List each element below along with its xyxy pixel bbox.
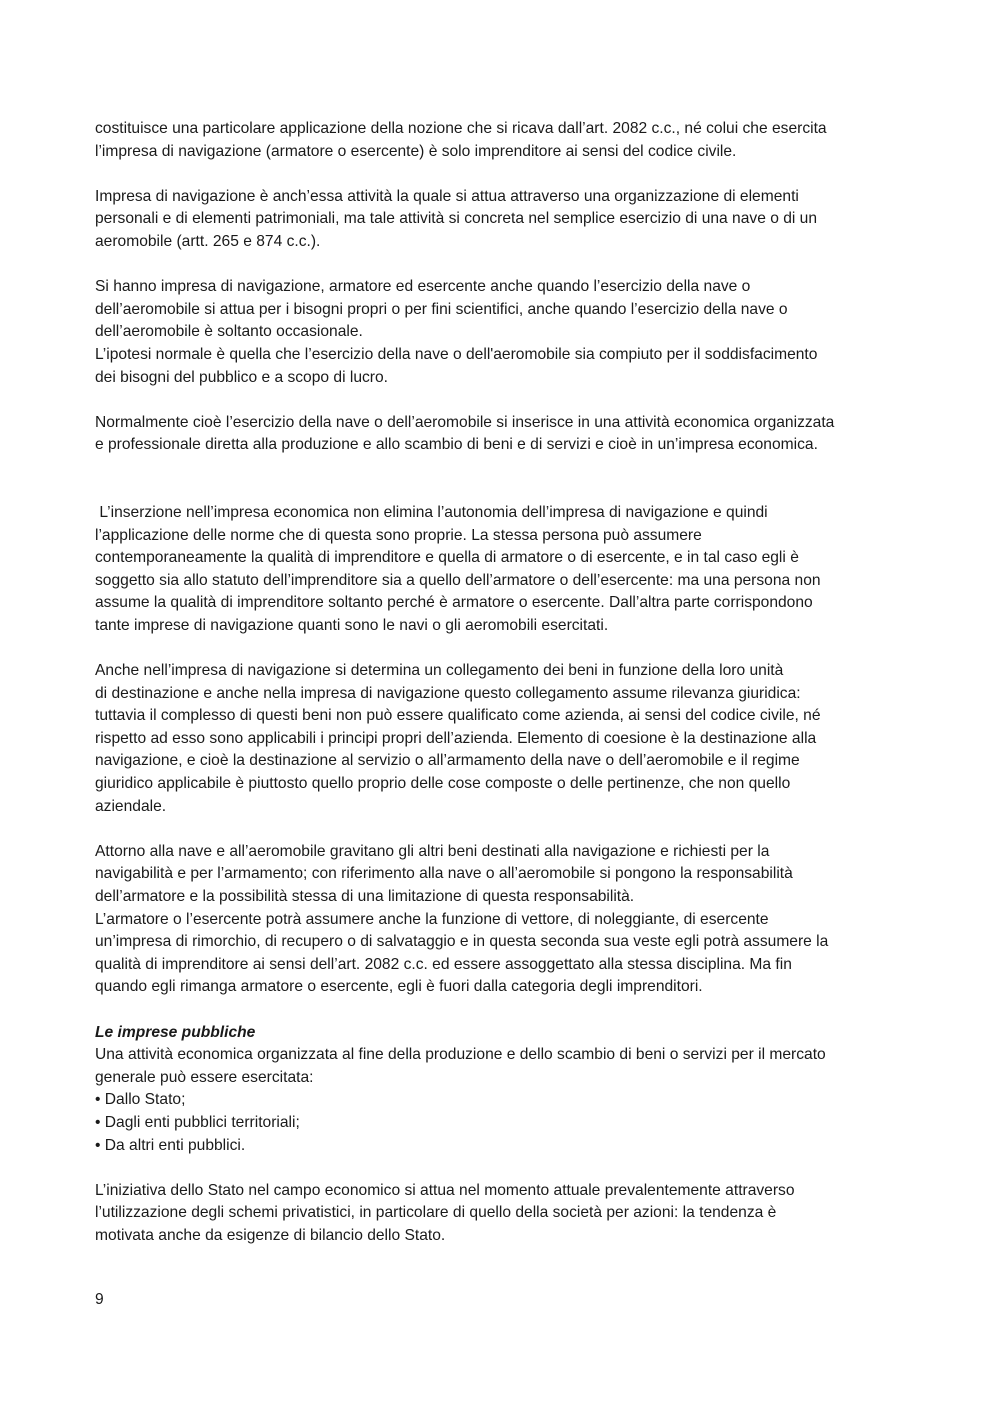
text-line: L’ipotesi normale è quella che l’esercizio della nave o dell'aeromobile sia compiuto per il soddisfacimento [95, 345, 818, 363]
text-line: assume la qualità di imprenditore soltanto perché è armatore o esercente. Dall’altra parte corrispondono [95, 594, 813, 612]
text-line: l’utilizzazione degli schemi privatistici, in particolare di quello della società per azioni: la tendenza è [95, 1204, 777, 1222]
document-page [95, 118, 905, 1248]
paragraph-1 [95, 118, 905, 163]
text-line: l’applicazione delle norme che di questa sono proprie. La stessa persona può assumere [95, 526, 702, 544]
bullet-item: • Dallo Stato; [95, 1091, 186, 1109]
text-line: Una attività economica organizzata al fine della produzione e dello scambio di beni o servizi per il mercato [95, 1046, 826, 1064]
text-line: contemporaneamente la qualità di imprenditore e quella di armatore o di esercente, e in tal caso egli è [95, 549, 799, 567]
text-line: soggetto sia allo statuto dell’imprenditore sia a quello dell’armatore o dell’esercente: ma una persona non [95, 571, 821, 589]
text-line: Attorno alla nave e all’aeromobile gravitano gli altri beni destinati alla navigazione e richiesti per la [95, 842, 770, 860]
paragraph-spacer [95, 1157, 905, 1180]
text-line: un’impresa di rimorchio, di recupero o di salvataggio e in questa seconda sua veste egli potrà assumere la [95, 933, 829, 951]
paragraph-4 [95, 412, 905, 457]
section-public-enterprises [95, 1022, 905, 1158]
text-line: L’armatore o l’esercente potrà assumere anche la funzione di vettore, di noleggiante, di esercente [95, 910, 769, 928]
text-line: motivata anche da esigenze di bilancio dello Stato. [95, 1226, 446, 1244]
paragraph-spacer [95, 254, 905, 277]
text-line: tuttavia il complesso di questi beni non può essere qualificato come azienda, ai sensi del codice civile, né [95, 707, 821, 725]
paragraph-3 [95, 276, 905, 389]
bullet-item: • Dagli enti pubblici territoriali; [95, 1113, 300, 1131]
text-line: l’impresa di navigazione (armatore o esercente) è solo imprenditore ai sensi del codice civile. [95, 142, 737, 160]
text-line: navigazione, e cioè la destinazione al servizio o all’armamento della nave o dell’aeromobile e il regime [95, 752, 800, 770]
paragraph-9 [95, 1180, 905, 1248]
paragraph-6 [95, 660, 905, 818]
text-line: e professionale diretta alla produzione e allo scambio di beni e di servizi e cioè in un’impresa economica. [95, 436, 818, 454]
text-line: costituisce una particolare applicazione della nozione che si ricava dall’art. 2082 c.c., né colui che esercita [95, 120, 827, 137]
text-line: rispetto ad esso sono applicabili i principi propri dell’azienda. Elemento di coesione è la destinazione alla [95, 729, 817, 747]
paragraph-spacer [95, 389, 905, 412]
text-line: Si hanno impresa di navigazione, armatore ed esercente anche quando l’esercizio della nave o [95, 278, 751, 296]
paragraph-5 [95, 502, 905, 638]
text-line: giuridico applicabile è piuttosto quello proprio delle cose composte o delle pertinenze, che non quello [95, 775, 791, 793]
paragraph-7 [95, 841, 905, 999]
text-line: L’inserzione nell’impresa economica non elimina l’autonomia dell’impresa di navigazione e quindi [95, 503, 768, 521]
text-line: L’iniziativa dello Stato nel campo economico si attua nel momento attuale prevalentemente attraverso [95, 1181, 795, 1199]
text-line: dell’aeromobile è soltanto occasionale. [95, 323, 363, 341]
text-line: qualità di imprenditore ai sensi dell’art. 2082 c.c. ed essere assoggettato alla stessa disciplina. Ma fin [95, 955, 792, 973]
text-line: di destinazione e anche nella impresa di navigazione questo collegamento assume rilevanza giuridica: [95, 684, 801, 702]
text-line: personali e di elementi patrimoniali, ma tale attività si concreta nel semplice esercizio di una nave o di un [95, 210, 818, 228]
paragraph-spacer [95, 818, 905, 841]
bullet-item: • Da altri enti pubblici. [95, 1136, 246, 1154]
page-number: 9 [95, 1291, 104, 1308]
paragraph-spacer [95, 637, 905, 660]
text-line: Anche nell’impresa di navigazione si determina un collegamento dei beni in funzione della loro unità [95, 662, 784, 680]
text-line: dell’armatore e la possibilità stessa di una limitazione di questa responsabilità. [95, 888, 635, 905]
text-line: Normalmente cioè l’esercizio della nave o dell’aeromobile si inserisce in una attività economica organizzata [95, 413, 835, 431]
paragraph-spacer [95, 457, 905, 502]
text-line: quando egli rimanga armatore o esercente, egli è fuori dalla categoria degli imprenditori. [95, 978, 703, 996]
section-heading: Le imprese pubbliche [95, 1023, 256, 1041]
text-line: dell’aeromobile si attua per i bisogni propri o per fini scientifici, anche quando l’esercizio della nave o [95, 300, 788, 318]
text-line: aziendale. [95, 797, 167, 815]
text-line: navigabilità e per l’armamento; con riferimento alla nave o all’aeromobile si pongono la responsabilità [95, 865, 793, 883]
paragraph-spacer [95, 163, 905, 186]
text-line: generale può essere esercitata: [95, 1068, 314, 1086]
paragraph-spacer [95, 999, 905, 1022]
text-line: Impresa di navigazione è anch’essa attività la quale si attua attraverso una organizzazione di elementi [95, 187, 799, 205]
text-line: dei bisogni del pubblico e a scopo di lucro. [95, 368, 389, 386]
text-line: tante imprese di navigazione quanti sono le navi o gli aeromobili esercitati. [95, 616, 609, 634]
paragraph-2 [95, 186, 905, 254]
text-line: aeromobile (artt. 265 e 874 c.c.). [95, 232, 321, 250]
